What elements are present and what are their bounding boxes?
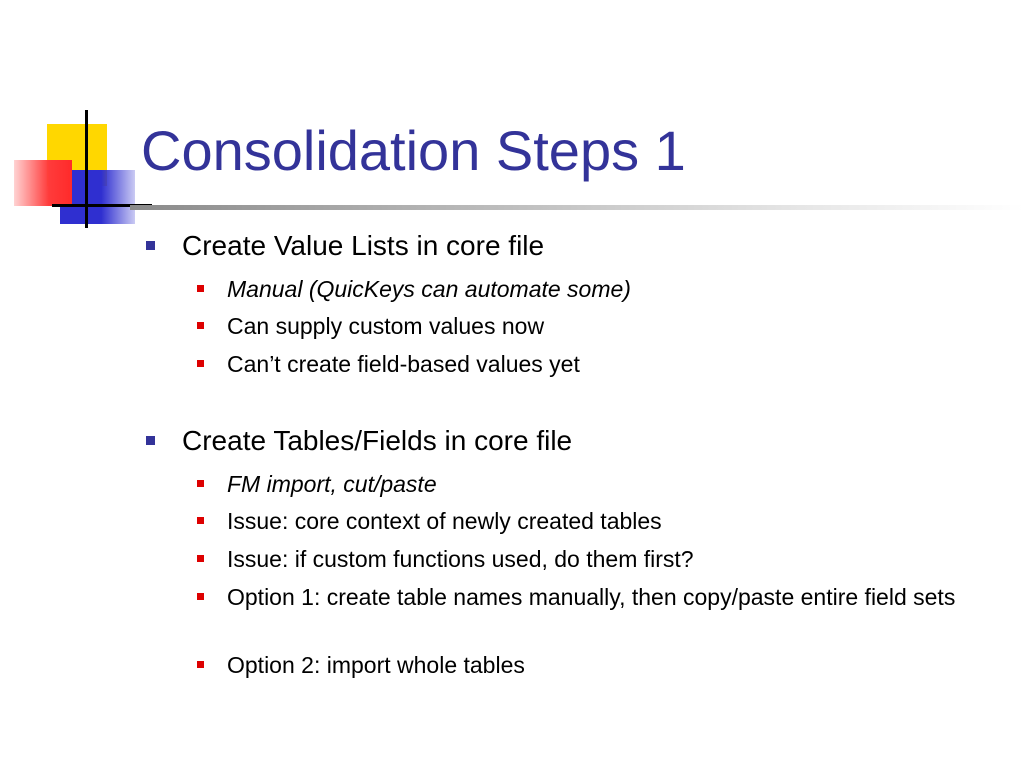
- title-underline: [130, 205, 1024, 210]
- sub-bullet-item: [227, 582, 957, 613]
- sub-bullet-item: [227, 311, 957, 342]
- sub-bullet-marker: [197, 480, 204, 487]
- sub-bullet-marker: [197, 661, 204, 668]
- sub-bullet-text: Issue: core context of newly created tables: [227, 508, 662, 534]
- sub-bullet-item: [227, 650, 957, 681]
- sub-bullet-item: [227, 506, 957, 537]
- sub-bullet-marker: [197, 555, 204, 562]
- bullet-item: [182, 230, 544, 262]
- bullet-text: Create Tables/Fields in core file: [182, 425, 573, 456]
- bullet-item: [182, 425, 572, 457]
- bullet-marker: [146, 241, 155, 250]
- vertical-line: [85, 110, 88, 228]
- sub-bullet-marker: [197, 285, 204, 292]
- sub-bullet-text: FM import, cut/paste: [227, 471, 437, 497]
- sub-bullet-marker: [197, 517, 204, 524]
- sub-bullet-item: [227, 274, 957, 305]
- sub-bullet-text: Option 2: import whole tables: [227, 652, 525, 678]
- sub-bullet-item: [227, 469, 957, 500]
- sub-bullet-text: Issue: if custom functions used, do them first?: [227, 546, 694, 572]
- sub-bullet-marker: [197, 322, 204, 329]
- sub-bullet-text: Can’t create field-based values yet: [227, 351, 580, 377]
- sub-bullet-marker: [197, 593, 204, 600]
- sub-bullet-text: Option 1: create table names manually, then copy/paste entire field sets: [227, 584, 956, 610]
- red-square: [14, 160, 72, 206]
- sub-bullet-marker: [197, 360, 204, 367]
- slide-title: Consolidation Steps 1: [141, 119, 686, 182]
- sub-bullet-text: Manual (QuicKeys can automate some): [227, 276, 631, 302]
- bullet-text: Create Value Lists in core file: [182, 230, 545, 261]
- sub-bullet-item: [227, 544, 957, 575]
- sub-bullet-text: Can supply custom values now: [227, 313, 545, 339]
- bullet-marker: [146, 436, 155, 445]
- sub-bullet-item: [227, 349, 957, 380]
